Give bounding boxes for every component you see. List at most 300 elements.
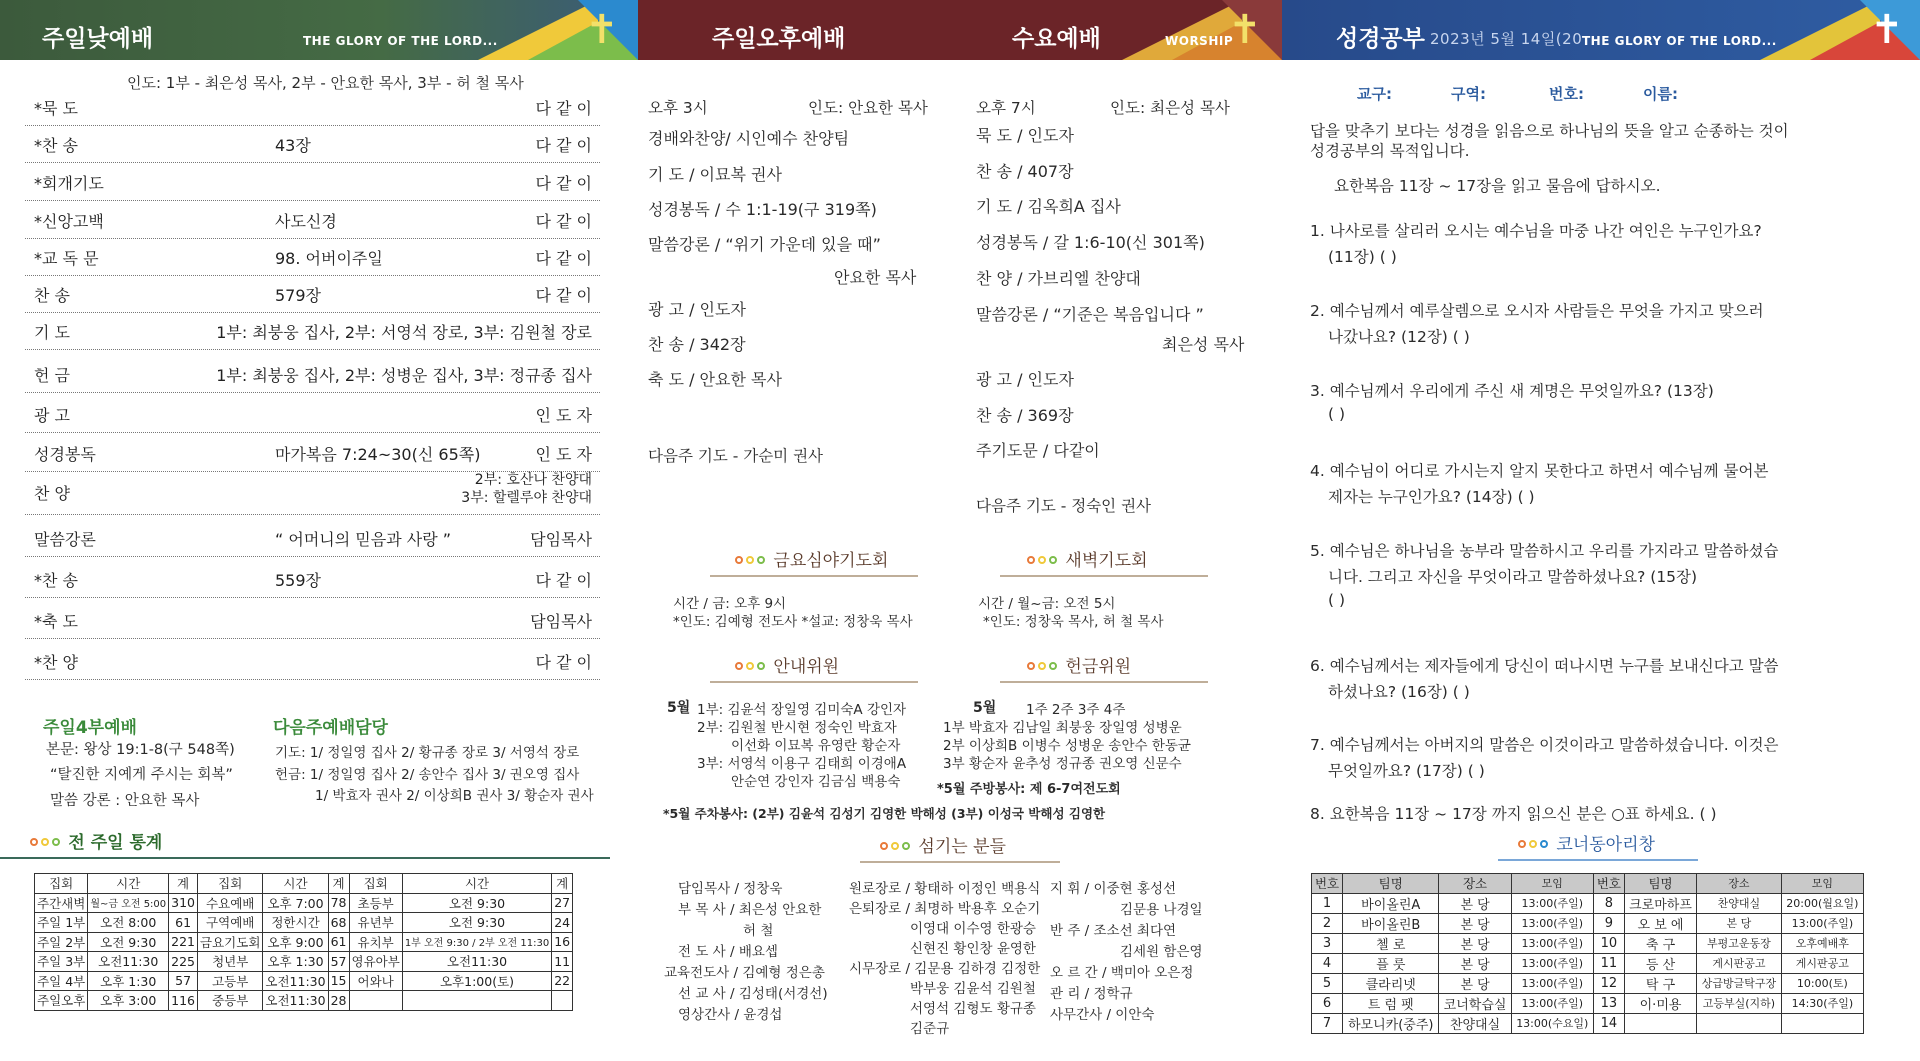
table-cell: 크로마하프 xyxy=(1624,893,1696,913)
row-right: 다 같 이 xyxy=(535,249,592,268)
table-cell: 등 산 xyxy=(1624,953,1696,973)
question-line: ( ) xyxy=(1328,591,1346,609)
table-cell: 2 xyxy=(1312,913,1343,933)
table-cell: 13:00(주일) xyxy=(1511,933,1593,953)
table-row xyxy=(35,893,573,913)
row-right: 담임목사 xyxy=(530,530,592,549)
form-field-label: 교구: xyxy=(1357,85,1392,103)
table-cell: 오전 9:30 xyxy=(402,893,551,913)
table-cell: 61 xyxy=(328,932,349,952)
dawn-line: *인도: 정창욱 목사, 허 철 목사 xyxy=(983,614,1164,630)
pm-item: 광 고 / 인도자 xyxy=(648,300,746,319)
parking-line: *5월 주차봉사: (2부) 김윤석 김성기 김영한 박해성 (3부) 이성국 박해성 김영한 xyxy=(663,806,1106,821)
table-cell: 1 xyxy=(1312,893,1343,913)
friday-line: *인도: 김예형 전도사 *설교: 정창욱 목사 xyxy=(673,614,913,630)
table-cell: 13 xyxy=(1593,993,1624,1013)
table-cell: 시간 xyxy=(402,874,551,894)
row-label: *묵 도 xyxy=(34,99,78,118)
guide-line: 3부: 서영석 이용구 김태희 이경애A xyxy=(697,756,907,772)
table-cell: 57 xyxy=(169,971,198,991)
club-table xyxy=(1311,873,1864,1034)
table-cell xyxy=(1781,1013,1863,1033)
row-center: 43장 xyxy=(275,136,311,155)
table-cell: 게시판공고 xyxy=(1697,953,1782,973)
staff-item: 오 르 간 / 백미아 오은정 xyxy=(1050,965,1194,981)
row-center: 사도신경 xyxy=(275,212,337,231)
wed-item: 찬 송 / 407장 xyxy=(976,162,1074,181)
table-cell: 14 xyxy=(1593,1013,1624,1033)
table-cell: 11 xyxy=(1593,953,1624,973)
form-field-label: 번호: xyxy=(1549,85,1584,103)
staff-item: 이영대 이수영 한광승 xyxy=(910,921,1036,937)
service-row xyxy=(25,310,600,350)
header-title: 주일오후예배 xyxy=(712,26,846,52)
table-cell: 첼 로 xyxy=(1343,933,1439,953)
header-subtitle: THE GLORY OF THE LORD... xyxy=(303,34,498,48)
table-row xyxy=(35,971,573,991)
table-cell: 오후 1:30 xyxy=(88,971,169,991)
staff-item: 관 리 / 정학규 xyxy=(1050,986,1133,1002)
table-cell: 월~금 오전 5:00 xyxy=(88,893,169,913)
question-line: 4. 예수님이 어디로 가시는지 알지 못한다고 하면서 예수님께 물어본 xyxy=(1310,462,1769,480)
wed-item: 찬 송 / 369장 xyxy=(976,406,1074,425)
table-cell: 오 보 에 xyxy=(1624,913,1696,933)
pm-time: 오후 3시 xyxy=(648,99,708,117)
guide-title: 안내위원 xyxy=(710,652,918,683)
table-cell: 찬양대실 xyxy=(1697,893,1782,913)
table-header-row xyxy=(35,874,573,894)
cross-icon: ✝ xyxy=(1870,7,1904,53)
table-cell: 10 xyxy=(1593,933,1624,953)
table-row xyxy=(1312,993,1864,1013)
pm-item: 말씀강론 / “위기 가운데 있을 때” xyxy=(648,235,881,254)
row-label: *교 독 문 xyxy=(34,249,99,268)
table-cell: 4 xyxy=(1312,953,1343,973)
table-cell: 1부 오전 9:30 / 2부 오전 11:30 xyxy=(402,932,551,952)
fourth-service-line: 본문: 왕상 19:1-8(구 548쪽) xyxy=(46,742,235,758)
question-line: 제자는 누구인가요? (14장) ( ) xyxy=(1328,488,1535,506)
table-cell: 오전11:30 xyxy=(263,991,328,1011)
table-cell: 13:00(주일) xyxy=(1511,913,1593,933)
service-row xyxy=(25,236,600,276)
staff-item: 김준규 xyxy=(910,1021,950,1037)
table-cell: 오전 8:00 xyxy=(88,913,169,933)
row-label: 헌 금 xyxy=(34,366,70,385)
row-right: 2부: 호산나 찬양대 3부: 할렐루야 찬양대 xyxy=(461,472,592,506)
dawn-line: 시간 / 월~금: 오전 5시 xyxy=(978,596,1116,612)
table-cell: 집회 xyxy=(198,874,263,894)
table-cell: 8 xyxy=(1593,893,1624,913)
table-cell: 221 xyxy=(169,932,198,952)
row-right: 다 같 이 xyxy=(535,136,592,155)
table-cell: 트 럼 펫 xyxy=(1343,993,1439,1013)
guide-line: 이선화 이묘복 유영란 황순자 xyxy=(731,738,901,754)
service-row xyxy=(25,558,600,598)
pm-item: 안요한 목사 xyxy=(834,268,917,287)
table-cell: 축 구 xyxy=(1624,933,1696,953)
pm-item: 성경봉독 / 수 1:1-19(구 319쪽) xyxy=(648,200,877,219)
cross-icon: ✝ xyxy=(1228,7,1262,53)
header-title: 성경공부 xyxy=(1336,26,1425,52)
table-cell: 게시판공고 xyxy=(1781,953,1863,973)
service-row xyxy=(25,517,600,557)
table-cell: 본 당 xyxy=(1439,933,1511,953)
table-cell: 중등부 xyxy=(198,991,263,1011)
table-cell xyxy=(402,991,551,1011)
row-label: 성경봉독 xyxy=(34,445,96,464)
wed-item: 성경봉독 / 갈 1:6-10(신 301쪽) xyxy=(976,233,1205,252)
table-cell: 코너학습실 xyxy=(1439,993,1511,1013)
table-cell: 57 xyxy=(328,952,349,972)
service-row xyxy=(25,393,600,433)
table-cell: 오후 3:00 xyxy=(88,991,169,1011)
table-cell xyxy=(552,991,573,1011)
service-row xyxy=(25,599,600,639)
row-label: 광 고 xyxy=(34,406,70,425)
row-label: *찬 송 xyxy=(34,571,78,590)
guide-line: 안순연 강인자 김금심 백용숙 xyxy=(731,774,901,790)
table-row xyxy=(35,932,573,952)
offering-line: 1부 박효자 김남일 최붕웅 장일영 성병운 xyxy=(943,720,1182,736)
table-cell: 본 당 xyxy=(1697,913,1782,933)
table-cell: 13:00(주일) xyxy=(1511,993,1593,1013)
table-cell: 구역예배 xyxy=(198,913,263,933)
table-cell: 시간 xyxy=(88,874,169,894)
table-cell: 주일 1부 xyxy=(35,913,88,933)
pm-item: 기 도 / 이묘복 권사 xyxy=(648,165,782,184)
table-cell: 본 당 xyxy=(1439,973,1511,993)
table-row xyxy=(1312,953,1864,973)
staff-item: 반 주 / 조소선 최다연 xyxy=(1050,923,1177,939)
table-row xyxy=(35,913,573,933)
table-cell: 모임 xyxy=(1511,874,1593,894)
table-cell: 오후1:00(토) xyxy=(402,971,551,991)
table-cell: 28 xyxy=(328,991,349,1011)
row-center: 마가복음 7:24~30(신 65쪽) xyxy=(275,445,481,464)
pm-leader: 인도: 안요한 목사 xyxy=(808,99,928,117)
pm-item: 찬 송 / 342장 xyxy=(648,335,746,354)
stats-divider xyxy=(0,857,610,859)
table-cell: 장소 xyxy=(1697,874,1782,894)
table-cell: 장소 xyxy=(1439,874,1511,894)
table-cell: 집회 xyxy=(35,874,88,894)
table-cell: 68 xyxy=(328,913,349,933)
wed-item: 최은성 목사 xyxy=(1162,335,1245,354)
table-cell: 오전11:30 xyxy=(88,952,169,972)
row-right: 담임목사 xyxy=(530,612,592,631)
service-row xyxy=(25,432,600,472)
leaders-line: 인도: 1부 - 최은성 목사, 2부 - 안요한 목사, 3부 - 허 철 목사 xyxy=(127,74,524,92)
fourth-service-title: 주일4부예배 xyxy=(43,718,137,738)
table-cell xyxy=(1624,1013,1696,1033)
table-cell: 탁 구 xyxy=(1624,973,1696,993)
form-field-label: 이름: xyxy=(1643,85,1678,103)
table-cell: 오전11:30 xyxy=(402,952,551,972)
table-cell: 14:30(주일) xyxy=(1781,993,1863,1013)
question-line: 3. 예수님께서 우리에게 주신 새 계명은 무엇일까요? (13장) xyxy=(1310,382,1714,400)
table-cell: 이·미용 xyxy=(1624,993,1696,1013)
question-line: 니다. 그리고 자신을 무엇이라고 말씀하셨나요? (15장) xyxy=(1328,568,1698,586)
staff-item: 김문용 나경일 xyxy=(1120,902,1203,918)
table-cell: 20:00(월요일) xyxy=(1781,893,1863,913)
staff-item: 지 휘 / 이중현 홍성선 xyxy=(1050,881,1177,897)
table-cell: 주일오후 xyxy=(35,991,88,1011)
bible-intro: 답을 맞추기 보다는 성경을 읽음으로 하나님의 뜻을 알고 순종하는 것이 xyxy=(1310,122,1789,140)
wed-item: 기 도 / 김옥희A 집사 xyxy=(976,197,1121,216)
table-cell: 번호 xyxy=(1312,874,1343,894)
table-cell: 고등부실(지하) xyxy=(1697,993,1782,1013)
header-date: 2023년 5월 14일(20 xyxy=(1430,30,1583,48)
table-cell: 정한시간 xyxy=(263,913,328,933)
table-cell: 유년부 xyxy=(349,913,402,933)
table-cell: 주일 3부 xyxy=(35,952,88,972)
staff-item: 교육전도사 / 김예형 정은총 xyxy=(664,965,825,981)
pm-item: 축 도 / 안요한 목사 xyxy=(648,370,782,389)
row-center: 559장 xyxy=(275,571,321,590)
table-cell: 13:00(주일) xyxy=(1781,913,1863,933)
staff-item: 은퇴장로 / 최명하 박용후 오순기 xyxy=(849,901,1041,917)
row-label: 말씀강론 xyxy=(34,530,96,549)
table-cell: 클라리넷 xyxy=(1343,973,1439,993)
row-label: 기 도 xyxy=(34,323,70,342)
table-cell: 하모니카(중주) xyxy=(1343,1013,1439,1033)
table-cell: 팀명 xyxy=(1343,874,1439,894)
table-row xyxy=(1312,893,1864,913)
row-label: *회개기도 xyxy=(34,174,104,193)
table-cell: 16 xyxy=(552,932,573,952)
wed-item: 말씀강론 / “기준은 복음입니다 ” xyxy=(976,305,1204,324)
row-right: 다 같 이 xyxy=(535,286,592,305)
table-cell: 225 xyxy=(169,952,198,972)
row-label: *찬 송 xyxy=(34,136,78,155)
wed-item: 묵 도 / 인도자 xyxy=(976,126,1074,145)
question-line: 5. 예수님은 하나님을 농부라 말씀하시고 우리를 가지라고 말씀하셨습 xyxy=(1310,542,1779,560)
fourth-service-line: 말씀 강론 : 안요한 목사 xyxy=(50,793,200,809)
fourth-service-line: “탈진한 지예게 주시는 회복” xyxy=(50,767,233,783)
header-bible xyxy=(1282,0,1920,60)
offering-line: 3부 황순자 윤추성 정규종 권오영 신문수 xyxy=(943,756,1182,772)
row-right: 다 같 이 xyxy=(535,212,592,231)
table-cell: 모임 xyxy=(1781,874,1863,894)
table-cell: 집회 xyxy=(349,874,402,894)
table-cell: 오후 1:30 xyxy=(263,952,328,972)
table-cell: 오후 9:00 xyxy=(263,932,328,952)
question-line: 1. 나사로를 살리러 오시는 예수님을 마중 나간 여인은 누구인가요? xyxy=(1310,222,1762,240)
staff-item: 선 교 사 / 김성태(서경선) xyxy=(678,986,828,1002)
table-row xyxy=(1312,973,1864,993)
wed-item: 주기도문 / 다같이 xyxy=(976,441,1100,460)
staff-item: 부 목 사 / 최은성 안요한 xyxy=(678,902,822,918)
question-line: (11장) ( ) xyxy=(1328,248,1397,266)
table-cell: 5 xyxy=(1312,973,1343,993)
table-cell: 오전11:30 xyxy=(263,971,328,991)
row-right: 다 같 이 xyxy=(535,174,592,193)
table-cell: 초등부 xyxy=(349,893,402,913)
table-cell: 수요예배 xyxy=(198,893,263,913)
row-right: 인 도 자 xyxy=(535,445,592,464)
pm-next-prayer: 다음주 기도 - 가순미 권사 xyxy=(648,447,824,465)
table-cell: 22 xyxy=(552,971,573,991)
offering-title: 헌금위원 xyxy=(1000,652,1208,683)
table-cell xyxy=(349,991,402,1011)
wed-time: 오후 7시 xyxy=(976,99,1036,117)
table-cell: 13:00(주일) xyxy=(1511,953,1593,973)
bible-intro: 성경공부의 목적입니다. xyxy=(1310,142,1470,160)
header-subtitle: THE GLORY OF THE LORD... xyxy=(1582,34,1777,48)
staff-item: 시무장로 / 김문용 김하경 김정한 xyxy=(849,961,1041,977)
table-cell: 오후예배후 xyxy=(1781,933,1863,953)
row-label: *신앙고백 xyxy=(34,212,104,231)
offering-weeks: 1주 2주 3주 4주 xyxy=(1026,702,1126,718)
table-cell: 10:00(토) xyxy=(1781,973,1863,993)
table-row xyxy=(35,991,573,1011)
next-service-line: 헌금: 1/ 정일영 집사 2/ 송안수 집사 3/ 권오영 집사 xyxy=(275,767,580,783)
question-line: 8. 요한복음 11장 ~ 17장 까지 읽으신 분은 ○표 하세요. ( ) xyxy=(1310,805,1717,823)
header-subtitle: WORSHIP xyxy=(1165,34,1234,48)
next-service-line: 기도: 1/ 정일영 집사 2/ 황규종 장로 3/ 서영석 장로 xyxy=(275,745,580,761)
question-line: 무엇일까요? (17장) ( ) xyxy=(1328,762,1485,780)
staff-item: 김세원 함은영 xyxy=(1120,944,1203,960)
table-row xyxy=(35,952,573,972)
wed-item: 광 고 / 인도자 xyxy=(976,370,1074,389)
offering-month: 5월 xyxy=(973,700,997,716)
table-cell: 3 xyxy=(1312,933,1343,953)
service-row xyxy=(25,86,600,126)
staff-title: 섬기는 분들 xyxy=(860,832,1060,863)
table-cell: 주일 2부 xyxy=(35,932,88,952)
header-title-wed: 수요예배 xyxy=(1012,26,1101,52)
table-cell: 어와나 xyxy=(349,971,402,991)
wed-leader: 인도: 최은성 목사 xyxy=(1110,99,1230,117)
table-cell: 오전 9:30 xyxy=(88,932,169,952)
row-label: *찬 양 xyxy=(34,653,78,672)
bible-instruction: 요한복음 11장 ~ 17장을 읽고 물음에 답하시오. xyxy=(1334,177,1661,195)
table-cell: 본 당 xyxy=(1439,913,1511,933)
friday-line: 시간 / 금: 오후 9시 xyxy=(673,596,787,612)
staff-item: 영상간사 / 윤경섭 xyxy=(678,1007,783,1023)
row-center: 98. 어버이주일 xyxy=(275,249,383,268)
table-cell: 24 xyxy=(552,913,573,933)
stats-table xyxy=(34,873,573,1011)
table-cell: 고등부 xyxy=(198,971,263,991)
row-label: *축 도 xyxy=(34,612,78,631)
table-cell: 계 xyxy=(552,874,573,894)
form-field-label: 구역: xyxy=(1451,85,1486,103)
staff-item: 신현진 황인창 윤영한 xyxy=(910,941,1036,957)
friday-title: 금요심야기도회 xyxy=(710,546,918,577)
table-cell: 본 당 xyxy=(1439,893,1511,913)
table-cell: 주일 4부 xyxy=(35,971,88,991)
table-cell: 13:00(수요일) xyxy=(1511,1013,1593,1033)
header-sunday-am xyxy=(0,0,638,60)
row-right: 다 같 이 xyxy=(535,99,592,118)
service-row xyxy=(25,123,600,163)
service-row xyxy=(25,640,600,680)
next-service-line: 1/ 박효자 권사 2/ 이상희B 권사 3/ 황순자 권사 xyxy=(315,788,594,804)
table-row xyxy=(1312,913,1864,933)
table-cell: 영유아부 xyxy=(349,952,402,972)
table-cell: 310 xyxy=(169,893,198,913)
table-header-row xyxy=(1312,874,1864,894)
table-cell: 바이올린B xyxy=(1343,913,1439,933)
table-cell: 부평고운동장 xyxy=(1697,933,1782,953)
table-cell: 12 xyxy=(1593,973,1624,993)
next-service-title: 다음주예배담당 xyxy=(273,718,388,738)
table-cell: 본 당 xyxy=(1439,953,1511,973)
staff-item: 원로장로 / 황태하 이정인 백용식 xyxy=(849,881,1041,897)
table-cell: 계 xyxy=(169,874,198,894)
table-cell: 11 xyxy=(552,952,573,972)
stats-title: 전 주일 통계 xyxy=(30,828,162,853)
staff-item: 사무간사 / 이안숙 xyxy=(1050,1007,1155,1023)
service-row xyxy=(25,199,600,239)
row-right: 1부: 최붕웅 집사, 2부: 성병운 집사, 3부: 정규종 집사 xyxy=(216,366,592,385)
table-cell: 27 xyxy=(552,893,573,913)
table-cell: 번호 xyxy=(1593,874,1624,894)
table-cell: 9 xyxy=(1593,913,1624,933)
service-row xyxy=(25,353,600,393)
table-cell: 바이올린A xyxy=(1343,893,1439,913)
row-center: “ 어머니의 믿음과 사랑 ” xyxy=(275,530,452,549)
table-cell: 13:00(주일) xyxy=(1511,893,1593,913)
staff-item: 박부웅 김윤석 김원철 xyxy=(910,981,1036,997)
staff-item: 서영석 김형도 황규종 xyxy=(910,1001,1036,1017)
row-center: 579장 xyxy=(275,286,321,305)
table-cell: 시간 xyxy=(263,874,328,894)
table-cell: 13:00(주일) xyxy=(1511,973,1593,993)
service-row xyxy=(25,471,600,515)
table-cell: 78 xyxy=(328,893,349,913)
table-cell: 플 룻 xyxy=(1343,953,1439,973)
wed-next-prayer: 다음주 기도 - 정숙인 권사 xyxy=(976,497,1152,515)
row-right: 인 도 자 xyxy=(535,406,592,425)
table-cell: 오후 7:00 xyxy=(263,893,328,913)
table-row xyxy=(1312,1013,1864,1033)
table-cell: 오전 9:30 xyxy=(402,913,551,933)
row-right: 다 같 이 xyxy=(535,571,592,590)
table-cell: 유치부 xyxy=(349,932,402,952)
table-cell: 청년부 xyxy=(198,952,263,972)
staff-item: 허 철 xyxy=(743,923,774,939)
row-right: 다 같 이 xyxy=(535,653,592,672)
table-cell: 주간새벽 xyxy=(35,893,88,913)
question-line: ( ) xyxy=(1328,405,1346,423)
question-line: 하셨나요? (16장) ( ) xyxy=(1328,683,1470,701)
cross-icon: ✝ xyxy=(585,7,619,53)
club-title: 코너동아리창 xyxy=(1498,830,1698,861)
question-line: 나갔나요? (12장) ( ) xyxy=(1328,328,1470,346)
table-cell: 15 xyxy=(328,971,349,991)
header-title: 주일낮예배 xyxy=(42,26,154,52)
table-cell: 7 xyxy=(1312,1013,1343,1033)
row-label: 찬 양 xyxy=(34,484,70,503)
dawn-title: 새벽기도회 xyxy=(1000,546,1208,577)
table-cell: 116 xyxy=(169,991,198,1011)
staff-item: 담임목사 / 정창욱 xyxy=(678,881,783,897)
table-cell: 61 xyxy=(169,913,198,933)
table-cell: 상급방글탁구장 xyxy=(1697,973,1782,993)
service-row xyxy=(25,161,600,201)
question-line: 7. 예수님께서는 아버지의 말씀은 이것이라고 말씀하셨습니다. 이것은 xyxy=(1310,736,1779,754)
service-row xyxy=(25,273,600,313)
guide-month: 5월 xyxy=(667,700,691,716)
header-sunday-pm xyxy=(638,0,1282,60)
offering-line: 2부 이상희B 이병수 성병운 송안수 한동균 xyxy=(943,738,1191,754)
table-cell: 팀명 xyxy=(1624,874,1696,894)
table-cell: 찬양대실 xyxy=(1439,1013,1511,1033)
table-cell: 계 xyxy=(328,874,349,894)
question-line: 6. 예수님께서는 제자들에게 당신이 떠나시면 누구를 보내신다고 말씀 xyxy=(1310,657,1779,675)
